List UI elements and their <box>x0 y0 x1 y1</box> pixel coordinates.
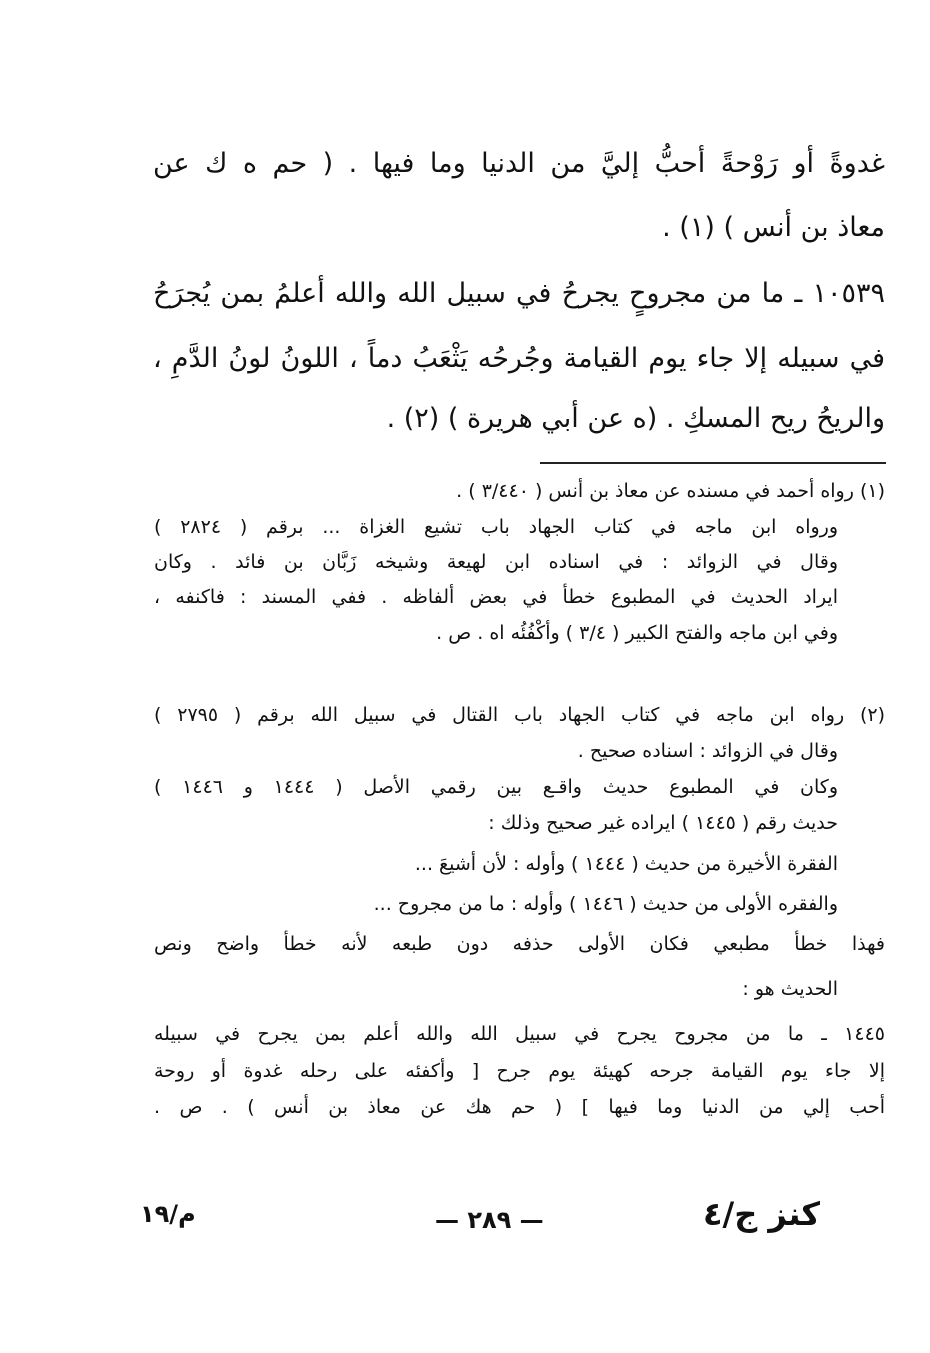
footnote-line: (٢) رواه ابن ماجه في كتاب الجهاد باب القتال في سبيل الله برقم ( ٢٧٩٥ ) <box>154 704 885 726</box>
main-line: والريحُ ريح المسكِ . (ه عن أبي هريرة ) (٢) . <box>386 403 885 434</box>
footnote-line: الفقرة الأخيرة من حديث ( ١٤٤٤ ) وأوله : لأن أشيعَ ... <box>414 853 838 875</box>
page-number: — ٢٨٩ — <box>435 1206 544 1234</box>
footnote-line: الحديث هو : <box>742 978 838 1000</box>
footnote-separator <box>540 462 886 464</box>
hadith-10539-line: ١٠٥٣٩ ـ ما من مجروحٍ يجرحُ في سبيل الله والله أعلمُ بمن يُجرَحُ <box>153 278 885 309</box>
footnote-line: (١) رواه أحمد في مسنده عن معاذ بن أنس ( ٣/٤٤٠ ) . <box>456 480 885 502</box>
main-line: غدوةً أو رَوْحةً أحبُّ إليَّ من الدنيا وما فيها . ( حم ه ك عن <box>153 148 885 179</box>
footnote-line: فهذا خطأ مطبعي فكان الأولى حذفه دون طبعه لأنه خطأ واضح ونص <box>154 933 885 955</box>
main-line: معاذ بن أنس ) (١) . <box>662 212 885 243</box>
main-line: في سبيله إلا جاء يوم القيامة وجُرحُه يَثْعَبُ دماً ، اللونُ لونُ الدَّمِ ، <box>153 343 885 374</box>
footnote-line: ١٤٤٥ ـ ما من مجروح يجرح في سبيل الله والله أعلم بمن يجرح في سبيله <box>154 1023 885 1045</box>
footnote-line: حديث رقم ( ١٤٤٥ ) ايراده غير صحيح وذلك : <box>488 812 838 834</box>
footnote-line: ايراد الحديث في المطبوع خطأ في بعض ألفاظه . ففي المسند : فاكنفه ، <box>154 586 838 608</box>
footnote-line: أحب إلي من الدنيا وما فيها ] ( حم هك عن معاذ بن أنس ) . ص . <box>154 1096 885 1118</box>
sheet-mark: م/١٩ <box>140 1200 196 1228</box>
footnote-line: وقال في الزوائد : اسناده صحيح . <box>577 740 838 762</box>
footnote-line: والفقره الأولى من حديث ( ١٤٤٦ ) وأوله : ما من مجروح ... <box>373 893 838 915</box>
footnote-line: ورواه ابن ماجه في كتاب الجهاد باب تشيع الغزاة ... برقم ( ٢٨٢٤ ) <box>154 516 839 538</box>
footnote-line: إلا جاء يوم القيامة جرحه كهيئة يوم جرح [ وأكفئه على رحله غدوة أو روحة <box>154 1060 885 1082</box>
footnote-line: وكان في المطبوع حديث واقـع بين رقمي الأصل ( ١٤٤٤ و ١٤٤٦ ) <box>154 776 838 798</box>
book-signature: كنز ج/٤ <box>703 1195 820 1233</box>
footnote-line: وقال في الزوائد : في اسناده ابن لهيعة وشيخه زَبَّان بن فائد . وكان <box>154 551 838 573</box>
footnote-line: وفي ابن ماجه والفتح الكبير ( ٣/٤ ) وأكْفُئُه اه . ص . <box>436 622 838 644</box>
